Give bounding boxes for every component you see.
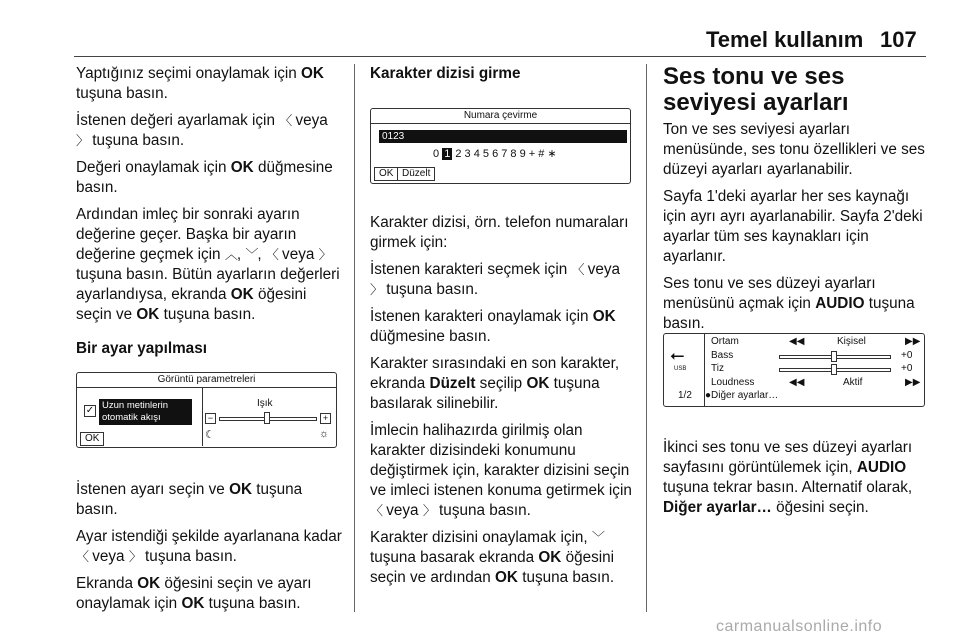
paragraph: Değeri onaylamak için OK düğmesine basın.: [76, 159, 333, 196]
paragraph: İstenen karakteri onaylamak için OK düğmesine basın.: [370, 308, 616, 345]
footer-watermark: carmanualsonline.info: [716, 618, 883, 635]
paragraph: İstenen karakteri seçmek için 〈 veya 〉 tuşuna basın.: [370, 261, 621, 298]
paragraph: Ton ve ses seviyesi ayarları menüsünde, ses tonu özellikleri ve ses düzeyi ayarları ayarlanabilir.: [663, 121, 925, 178]
paragraph: Ardından imleç bir sonraki ayarın değerine geçer. Başka bir ayarın değerine geçmek için ︿, ﹀, 〈 veya 〉 tuşuna basın. Bütün ayarların değerleri ayarlandıysa, ekranda OK öğesini seçin ve OK tuşuna basın.: [76, 206, 340, 323]
slider-thumb: [831, 351, 837, 362]
column-3-lower: [663, 438, 928, 525]
usb-label: USB: [674, 366, 687, 372]
paragraph: İmlecin halihazırda girilmiş olan karakter dizisindeki konumunu değiştirmek için, karakter dizisini seçin ve imleci istenen konuma getirmek için 〈 veya 〉 tuşuna basın.: [370, 422, 632, 519]
subheading: Karakter dizisi girme: [370, 65, 521, 82]
chevron-up-icon: ︿: [224, 247, 238, 262]
paragraph: Sayfa 1'deki ayarlar her ses kaynağı için ayrı ayrı ayarlanabilir. Sayfa 2'deki ayarlar tüm ses kaynakları için ayarlanır.: [663, 188, 923, 265]
chevron-right-icon: 〉: [76, 133, 90, 148]
chevron-left-icon: 〈: [76, 549, 90, 564]
display-parameters-screen: [76, 372, 337, 448]
number-dial-screen: [370, 108, 631, 184]
paragraph: Yaptığınız seçimi onaylamak için OK tuşuna basın.: [76, 65, 324, 102]
column-2: [370, 64, 634, 92]
paragraph: Ekranda OK öğesini seçin ve ayarı onaylamak için OK tuşuna basın.: [76, 575, 312, 612]
duzelt-button[interactable]: Düzelt: [397, 167, 435, 181]
usb-icon: ⭠: [670, 345, 685, 365]
plus-icon: +: [320, 413, 331, 424]
slider-label: Işık: [257, 398, 273, 409]
chevron-down-icon: ﹀: [245, 247, 259, 262]
slider-thumb: [831, 364, 837, 375]
row-bass[interactable]: Bass +0: [711, 350, 913, 361]
screen-title: Görüntü parametreleri: [77, 373, 336, 388]
tone-settings-screen: [663, 333, 925, 407]
moon-icon: ☾: [205, 429, 215, 441]
entry-field[interactable]: 0123: [379, 130, 627, 143]
column-2-lower: [370, 213, 634, 595]
paragraph: Ses tonu ve ses düzeyi ayarları menüsünü açmak için AUDIO tuşuna basın.: [663, 275, 915, 332]
row-ortam[interactable]: Ortam ◀◀ Kişisel ▶▶: [711, 336, 921, 347]
paragraph: İstenen değeri ayarlamak için 〈 veya 〉 tuşuna basın.: [76, 112, 328, 149]
sun-icon: ☼: [319, 428, 330, 440]
checkbox-icon: ✓: [85, 405, 95, 416]
page-header-title: Temel kullanım: [706, 27, 864, 52]
minus-icon: −: [205, 413, 216, 424]
paragraph: Karakter dizisi, örn. telefon numaraları girmek için:: [370, 214, 629, 251]
rewind-icon: ◀◀: [789, 336, 805, 347]
chevron-left-icon: 〈: [370, 503, 384, 518]
chevron-right-icon: 〉: [318, 247, 332, 262]
selected-option[interactable]: Uzun metinlerin otomatik akışı: [99, 399, 192, 425]
screen-divider: [202, 388, 203, 446]
page-indicator: 1/2: [678, 390, 692, 401]
header-rule: [74, 56, 926, 57]
row-tiz[interactable]: Tiz +0: [711, 363, 913, 374]
fast-forward-icon: ▶▶: [905, 336, 921, 347]
screen-title: Numara çevirme: [371, 109, 630, 124]
character-row[interactable]: 0 1 2 3 4 5 6 7 8 9 + # ∗: [433, 148, 557, 160]
paragraph: İkinci ses tonu ve ses düzeyi ayarları sayfasını görüntülemek için, AUDIO tuşuna tekrar basın. Alternatif olarak, Diğer ayarlar… öğesini seçin.: [663, 439, 913, 516]
paragraph: Karakter sırasındaki en son karakter, ekranda Düzelt seçilip OK tuşuna basılarak silinebilir.: [370, 355, 620, 412]
column-1: [76, 64, 342, 367]
section-heading: Ses tonu ve ses seviyesi ayarları: [663, 63, 849, 116]
chevron-right-icon: 〉: [128, 549, 142, 564]
paragraph: Karakter dizisini onaylamak için, ﹀ tuşuna basarak ekranda OK öğesini seçin ve ardından OK tuşuna basın.: [370, 529, 615, 586]
more-settings-item[interactable]: ●Diğer ayarlar…: [705, 390, 779, 401]
chevron-left-icon: 〈: [265, 247, 279, 262]
paragraph: Ayar istendiği şekilde ayarlanana kadar 〈 veya 〉 tuşuna basın.: [76, 528, 342, 565]
bullet-icon: ●: [705, 390, 712, 401]
chevron-right-icon: 〉: [370, 282, 384, 297]
slider-thumb[interactable]: [264, 412, 270, 424]
row-loudness[interactable]: Loudness ◀◀ Aktif ▶▶: [711, 377, 921, 388]
column-1-lower: [76, 480, 342, 621]
subheading: Bir ayar yapılması: [76, 340, 207, 357]
paragraph: İstenen ayarı seçin ve OK tuşuna basın.: [76, 481, 303, 518]
ok-button[interactable]: OK: [374, 167, 398, 181]
chevron-right-icon: 〉: [422, 503, 436, 518]
rewind-icon: ◀◀: [789, 377, 805, 388]
selected-character[interactable]: 1: [444, 148, 451, 160]
fast-forward-icon: ▶▶: [905, 377, 921, 388]
chevron-left-icon: 〈: [279, 113, 293, 128]
column-divider-2: [646, 64, 647, 612]
chevron-left-icon: 〈: [571, 262, 585, 277]
column-divider-1: [354, 64, 355, 612]
page-number: 107: [880, 27, 917, 52]
column-3: [663, 64, 928, 341]
ok-button[interactable]: OK: [80, 432, 104, 446]
chevron-down-icon: ﹀: [591, 530, 605, 545]
